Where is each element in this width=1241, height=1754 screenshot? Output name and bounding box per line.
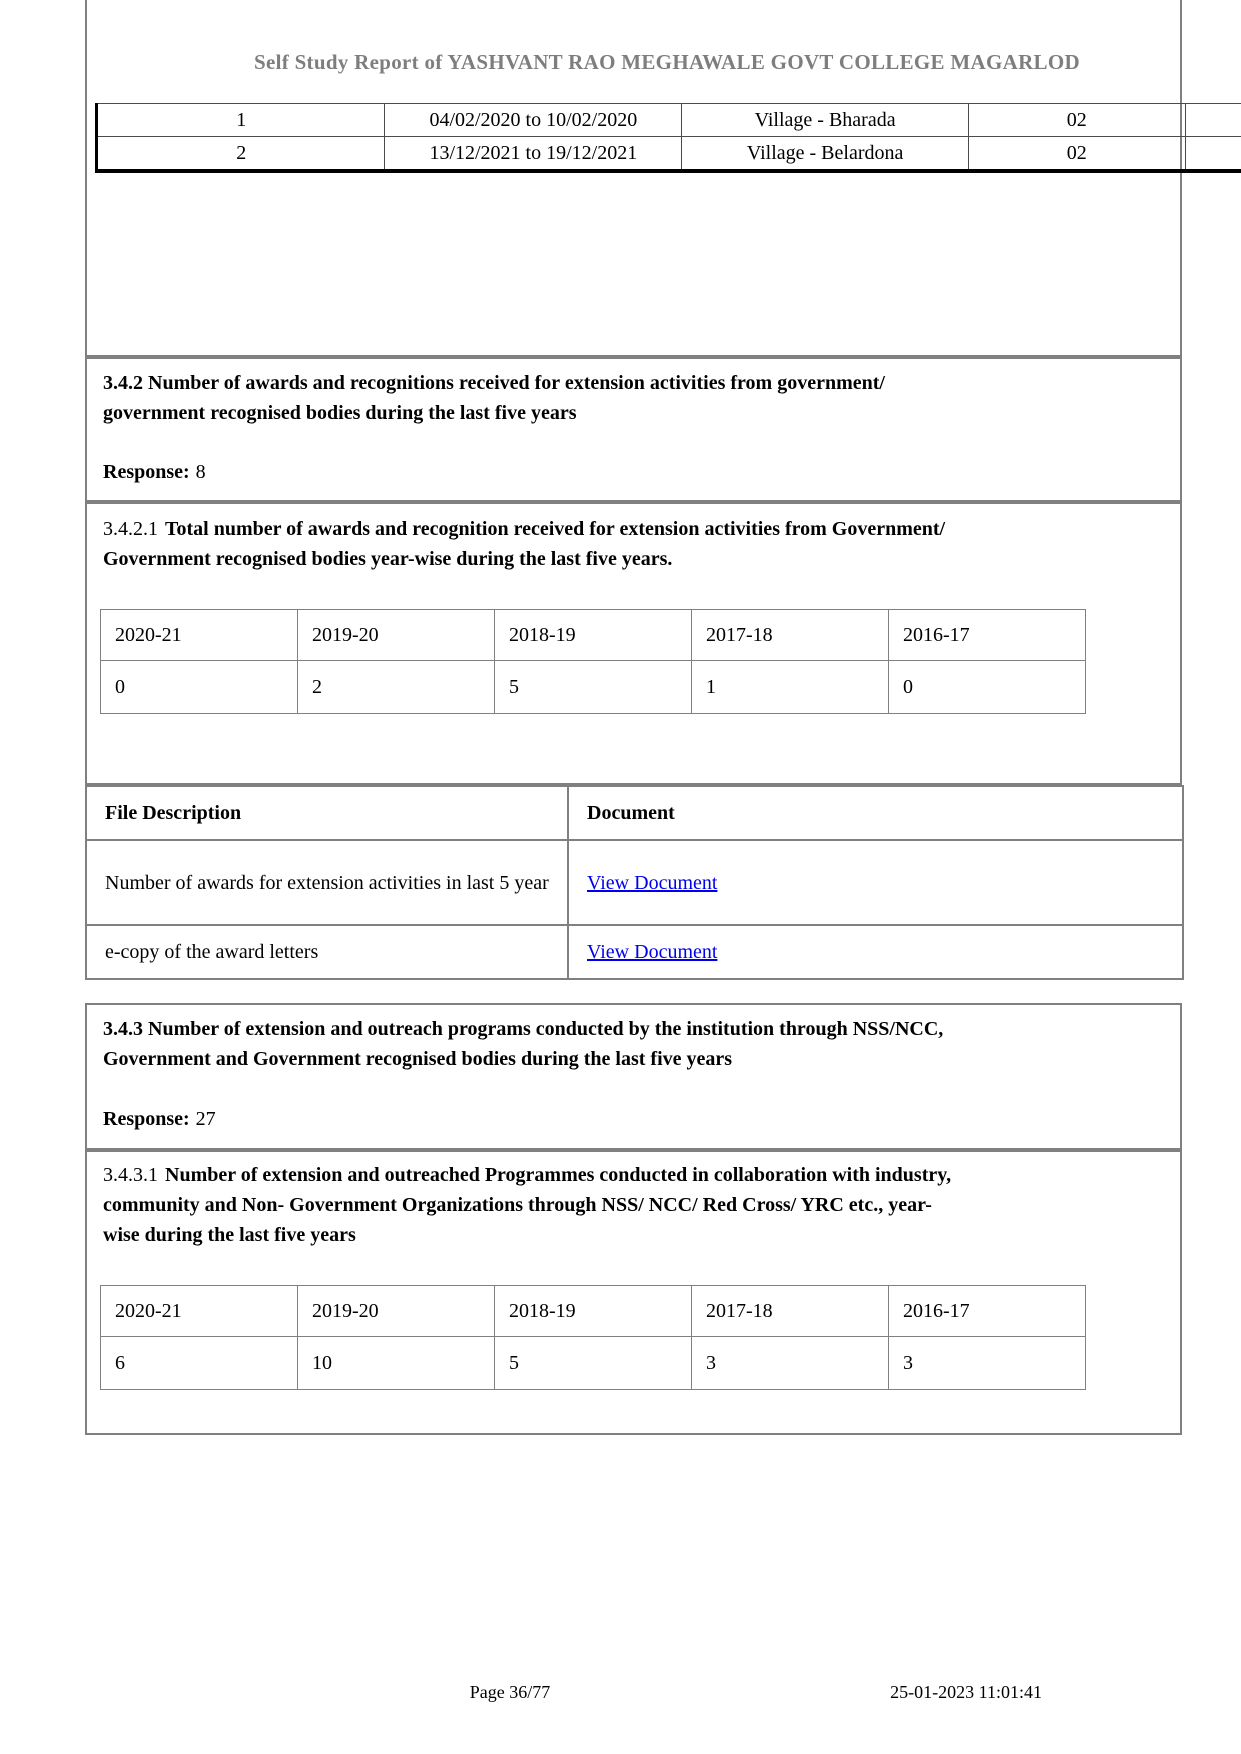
heading-line: Total number of awards and recognition received for extension activities from Government/ bbox=[165, 518, 946, 540]
value-cell: 3 bbox=[692, 1337, 889, 1390]
heading-line: wise during the last five years bbox=[103, 1224, 356, 1246]
year-cell: 2017-18 bbox=[692, 610, 889, 661]
year-cell: 2017-18 bbox=[692, 1286, 889, 1337]
generation-timestamp: 25-01-2023 11:01:41 bbox=[890, 1682, 1042, 1702]
value-row bbox=[101, 1337, 1086, 1390]
value-cell: 5 bbox=[495, 1337, 692, 1390]
file-description-cell: Number of awards for extension activities in last 5 year bbox=[86, 840, 568, 925]
value-row bbox=[101, 661, 1086, 714]
file-table-header-row bbox=[86, 786, 1183, 840]
count-cell: 02 bbox=[968, 137, 1185, 172]
section-3-4-3-response bbox=[103, 1108, 216, 1131]
year-cell: 2016-17 bbox=[889, 610, 1086, 661]
year-cell: 2018-19 bbox=[495, 1286, 692, 1337]
year-cell: 2019-20 bbox=[298, 1286, 495, 1337]
place-cell: Village - Belardona bbox=[682, 137, 969, 172]
response-value: 8 bbox=[195, 461, 206, 483]
section-3-4-3-1-heading bbox=[103, 1160, 1153, 1250]
sno-cell: 1 bbox=[97, 104, 385, 137]
response-label: Response: bbox=[103, 461, 190, 483]
year-header-row bbox=[101, 1286, 1086, 1337]
view-document-link[interactable]: View Document bbox=[587, 941, 718, 963]
document-header: Document bbox=[568, 786, 1183, 840]
file-description-header: File Description bbox=[86, 786, 568, 840]
value-cell: 6 bbox=[101, 1337, 298, 1390]
response-label: Response: bbox=[103, 1108, 190, 1130]
year-cell: 2018-19 bbox=[495, 610, 692, 661]
year-cell: 2020-21 bbox=[101, 1286, 298, 1337]
duration-cell: 04/02/2020 to 10/02/2020 bbox=[385, 104, 682, 137]
value-cell: 0 bbox=[889, 661, 1086, 714]
response-value: 27 bbox=[195, 1108, 216, 1130]
table-row bbox=[97, 137, 1241, 172]
activity-schedule-table bbox=[95, 103, 1241, 173]
document-cell bbox=[568, 925, 1183, 979]
programs-yearwise-table bbox=[100, 1285, 1086, 1390]
report-title: Self Study Report of YASHVANT RAO MEGHAWALE GOVT COLLEGE MAGARLOD bbox=[254, 50, 1080, 74]
count-cell: 02 bbox=[968, 104, 1185, 137]
file-description-cell: e-copy of the award letters bbox=[86, 925, 568, 979]
heading-line: 3.4.3 Number of extension and outreach programs conducted by the institution through NSS/NCC, bbox=[103, 1018, 944, 1040]
file-table-row bbox=[86, 925, 1183, 979]
file-table-row bbox=[86, 840, 1183, 925]
heading-line: community and Non- Government Organizations through NSS/ NCC/ Red Cross/ YRC etc., year- bbox=[103, 1194, 932, 1216]
heading-line: 3.4.2 Number of awards and recognitions received for extension activities from government/ bbox=[103, 372, 885, 394]
value-cell: 2 bbox=[298, 661, 495, 714]
view-document-link[interactable]: View Document bbox=[587, 871, 718, 894]
section-number: 3.4.2.1 bbox=[103, 518, 158, 540]
section-3-4-3-heading bbox=[103, 1014, 1153, 1074]
document-cell bbox=[568, 840, 1183, 925]
section-3-4-2-1-heading bbox=[103, 514, 1143, 574]
value-cell: 5 bbox=[495, 661, 692, 714]
value-cell: 3 bbox=[889, 1337, 1086, 1390]
heading-line: government recognised bodies during the last five years bbox=[103, 402, 577, 424]
awards-yearwise-table bbox=[100, 609, 1086, 714]
section-3-4-2-response bbox=[103, 461, 206, 484]
heading-line: Government recognised bodies year-wise during the last five years. bbox=[103, 548, 673, 570]
heading-line: Number of extension and outreached Programmes conducted in collaboration with industry, bbox=[165, 1164, 952, 1186]
year-cell: 2019-20 bbox=[298, 610, 495, 661]
sno-cell: 2 bbox=[97, 137, 385, 172]
table-row bbox=[97, 104, 1241, 137]
section-number: 3.4.3.1 bbox=[103, 1164, 158, 1186]
page-number: Page 36/77 bbox=[469, 1682, 551, 1702]
value-cell: 10 bbox=[298, 1337, 495, 1390]
value-cell: 1 bbox=[692, 661, 889, 714]
clipped-cell bbox=[1185, 137, 1241, 172]
year-cell: 2020-21 bbox=[101, 610, 298, 661]
year-header-row bbox=[101, 610, 1086, 661]
heading-line: Government and Government recognised bodies during the last five years bbox=[103, 1048, 733, 1070]
continued-section-box bbox=[85, 0, 1182, 357]
file-description-table bbox=[85, 785, 1184, 980]
duration-cell: 13/12/2021 to 19/12/2021 bbox=[385, 137, 682, 172]
section-3-4-2-heading bbox=[103, 368, 1133, 428]
value-cell: 0 bbox=[101, 661, 298, 714]
year-cell: 2016-17 bbox=[889, 1286, 1086, 1337]
clipped-cell bbox=[1185, 104, 1241, 137]
place-cell: Village - Bharada bbox=[682, 104, 969, 137]
